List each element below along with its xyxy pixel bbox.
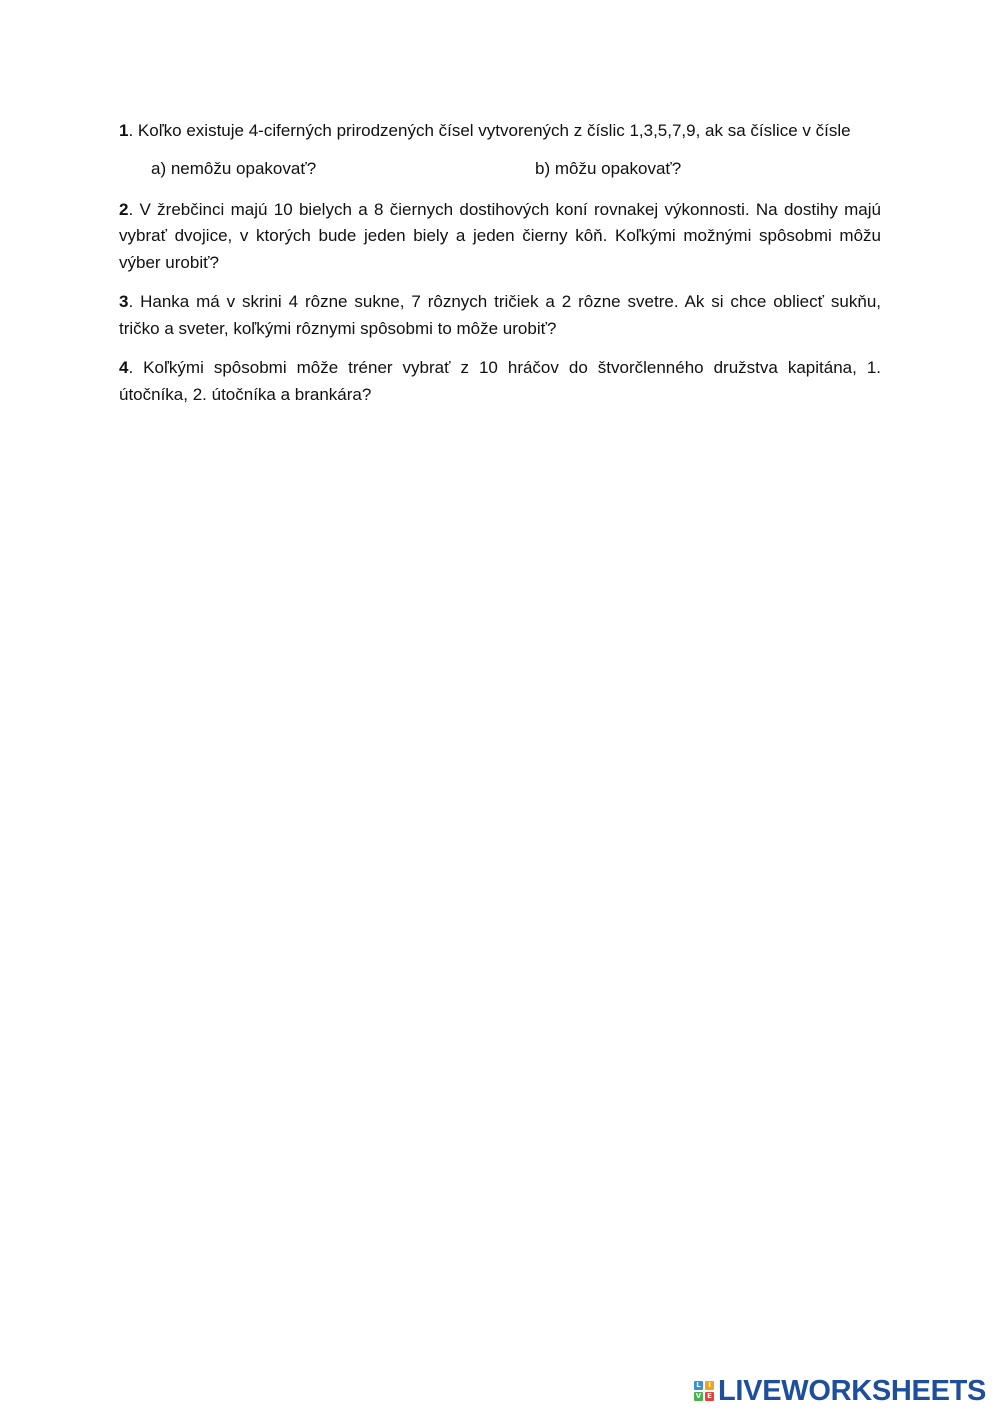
- problem-text: . Koľko existuje 4-ciferných prirodzených čísel vytvorených z číslic 1,3,5,7,9, ak sa číslice v čísle: [128, 121, 851, 140]
- logo-tile: V: [695, 1392, 702, 1400]
- logo-icon: [694, 1381, 714, 1401]
- problem-2: [119, 197, 881, 277]
- problem-text: . Koľkými spôsobmi môže tréner vybrať z 10 hráčov do štvorčlenného družstva kapitána, 1. útočníka, 2. útočníka a brankára?: [119, 358, 881, 404]
- problem-number: 1: [119, 121, 129, 140]
- option-b: b) môžu opakovať?: [535, 158, 682, 178]
- logo-tile: E: [705, 1392, 714, 1401]
- problem-number: 2: [119, 199, 129, 219]
- problem-1-options: [119, 156, 881, 182]
- logo-text: LIVEWORKSHEETS: [718, 1374, 987, 1407]
- logo-tile: I: [705, 1381, 714, 1390]
- problem-1: [119, 118, 881, 145]
- problem-4: [119, 355, 881, 408]
- problem-number: 3: [119, 292, 129, 311]
- liveworksheets-logo: [694, 1376, 986, 1406]
- problem-text: . V žrebčinci majú 10 bielych a 8 čiernych dostihových koní rovnakej výkonnosti. Na dostihy majú vybrať dvojice, v ktorých bude jeden biely a jeden čierny kôň. Koľkými možnými spôsobmi môžu výber urobiť?: [119, 199, 881, 272]
- problem-3: [119, 289, 881, 342]
- logo-tile: L: [694, 1381, 703, 1390]
- problem-text: . Hanka má v skrini 4 rôzne sukne, 7 rôznych tričiek a 2 rôzne svetre. Ak si chce obliecť sukňu, tričko a sveter, koľkými rôznymi spôsobmi to môže urobiť?: [119, 292, 881, 338]
- option-a: a) nemôžu opakovať?: [151, 158, 317, 178]
- problem-number: 4: [119, 358, 129, 377]
- worksheet-content: [119, 118, 881, 421]
